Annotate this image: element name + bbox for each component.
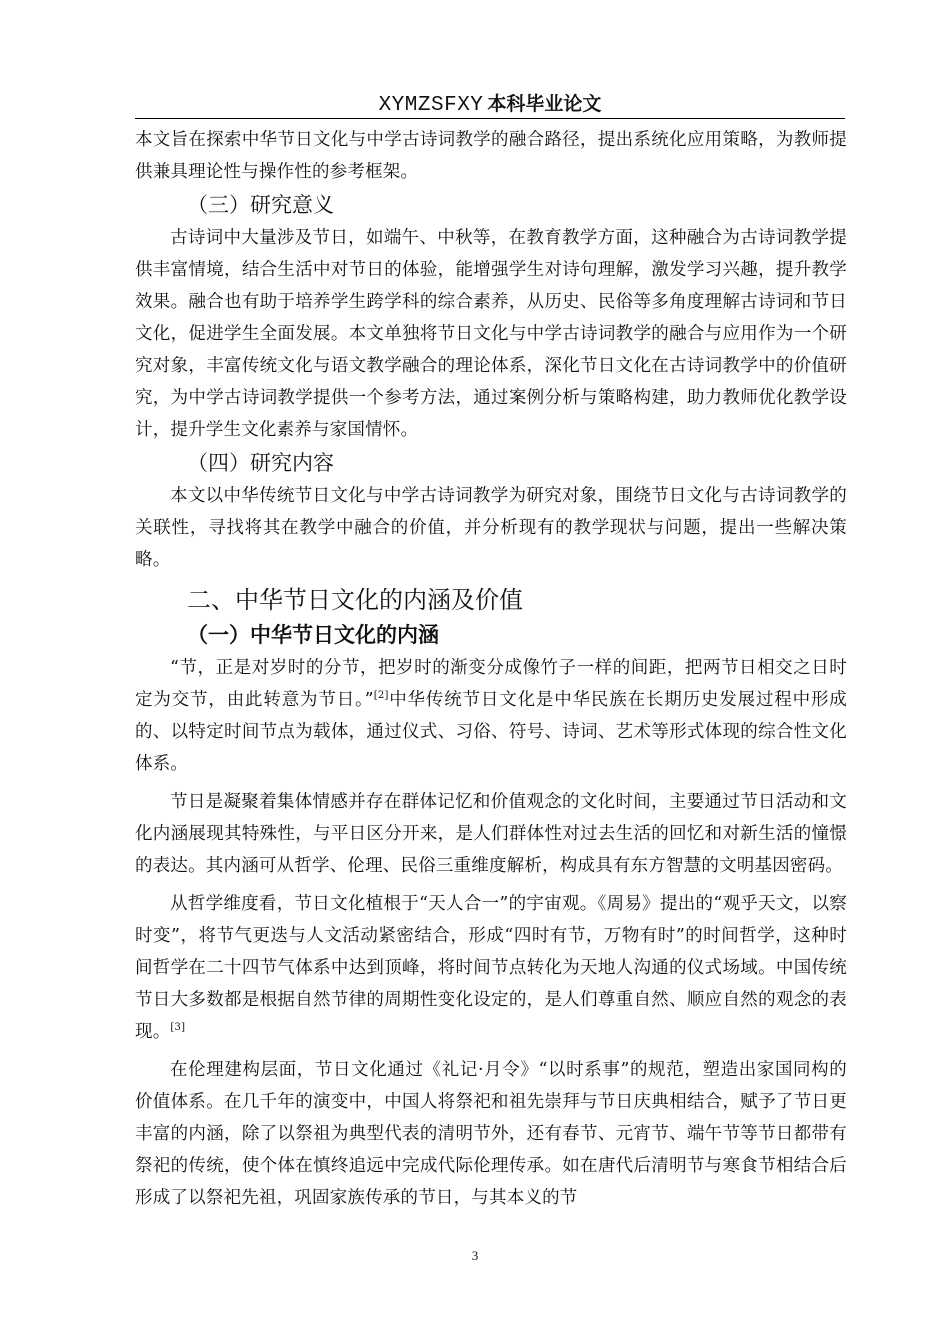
header-label: 本科毕业论文: [487, 93, 602, 115]
paragraph-ethics: 在伦理建构层面，节日文化通过《礼记·月令》“以时系事”的规范，塑造出家国同构的价值体系。在几千年的演变中，中国人将祭祀和祖先崇拜与节日庆典相结合，赋予了节日更丰富的内涵，除了以祭祖为典型代表的清明节外，还有春节、元宵节、端午节等节日都带有祭祀的传统，使个体在慎终追远中完成代际伦理传承。如在唐代后清明节与寒食节相结合后形成了以祭祀先祖，巩固家族传承的节日，与其本义的节: [135, 1060, 847, 1208]
chapter-heading: 二、中华节日文化的内涵及价值: [187, 586, 523, 614]
citation-3: [3]: [170, 1022, 186, 1034]
citation-2: [2]: [373, 690, 389, 702]
paragraph-purpose: 本文旨在探索中华节日文化与中学古诗词教学的融合路径，提出系统化应用策略，为教师提供兼具理论性与操作性的参考框架。: [135, 130, 847, 182]
heading-connotation: （一）中华节日文化的内涵: [187, 623, 439, 647]
definition-quote: “节，正是对岁时的分节，把岁时的渐变分成像竹子一样的间距，把两节日相交之日时定为交节，由此转意为节日。”: [135, 658, 847, 710]
paragraph-philosophy: [135, 888, 847, 1048]
running-header: [135, 88, 845, 119]
page-number: 3: [471, 1248, 479, 1263]
document-body: [135, 124, 847, 1214]
paragraph-festival-meaning: 节日是凝聚着集体情感并存在群体记忆和价值观念的文化时间，主要通过节日活动和文化内涵展现其特殊性，与平日区分开来，是人们群体性对过去生活的回忆和对新生活的憧憬的表达。其内涵可从哲学、伦理、民俗三重维度解析，构成具有东方智慧的文明基因密码。: [135, 792, 847, 876]
paragraph-significance: 古诗词中大量涉及节日，如端午、中秋等，在教育教学方面，这种融合为古诗词教学提供丰富情境，结合生活中对节日的体验，能增强学生对诗句理解，激发学习兴趣，提升教学效果。融合也有助于培养学生跨学科的综合素养，从历史、民俗等多角度理解古诗词和节日文化，促进学生全面发展。本文单独将节日文化与中学古诗词教学的融合与应用作为一个研究对象，丰富传统文化与语文教学融合的理论体系，深化节日文化在古诗词教学中的价值研究，为中学古诗词教学提供一个参考方法，通过案例分析与策略构建，助力教师优化教学设计，提升学生文化素养与家国情怀。: [135, 228, 847, 440]
heading-research-content: （四）研究内容: [187, 451, 334, 475]
philosophy-text: 从哲学维度看，节日文化植根于“天人合一”的宇宙观。《周易》提出的“观乎天文，以察时变”，将节气更迭与人文活动紧密结合，形成“四时有节，万物有时”的时间哲学，这种时间哲学在二十四节气体系中达到顶峰，将时间节点转化为天地人沟通的仪式场域。中国传统节日大多数都是根据自然节律的周期性变化设定的，是人们尊重自然、顺应自然的观念的表现。: [135, 894, 847, 1042]
heading-research-significance: （三）研究意义: [187, 193, 334, 217]
paragraph-content: 本文以中华传统节日文化与中学古诗词教学为研究对象，围绕节日文化与古诗词教学的关联性，寻找将其在教学中融合的价值，并分析现有的教学现状与问题，提出一些解决策略。: [135, 486, 847, 570]
header-code: XYMZSFXY: [378, 94, 484, 117]
definition-text: 中华传统节日文化是中华民族在长期历史发展过程中形成的、以特定时间节点为载体，通过仪式、习俗、符号、诗词、艺术等形式体现的综合性文化体系。: [135, 690, 848, 774]
paragraph-definition: [135, 652, 847, 780]
